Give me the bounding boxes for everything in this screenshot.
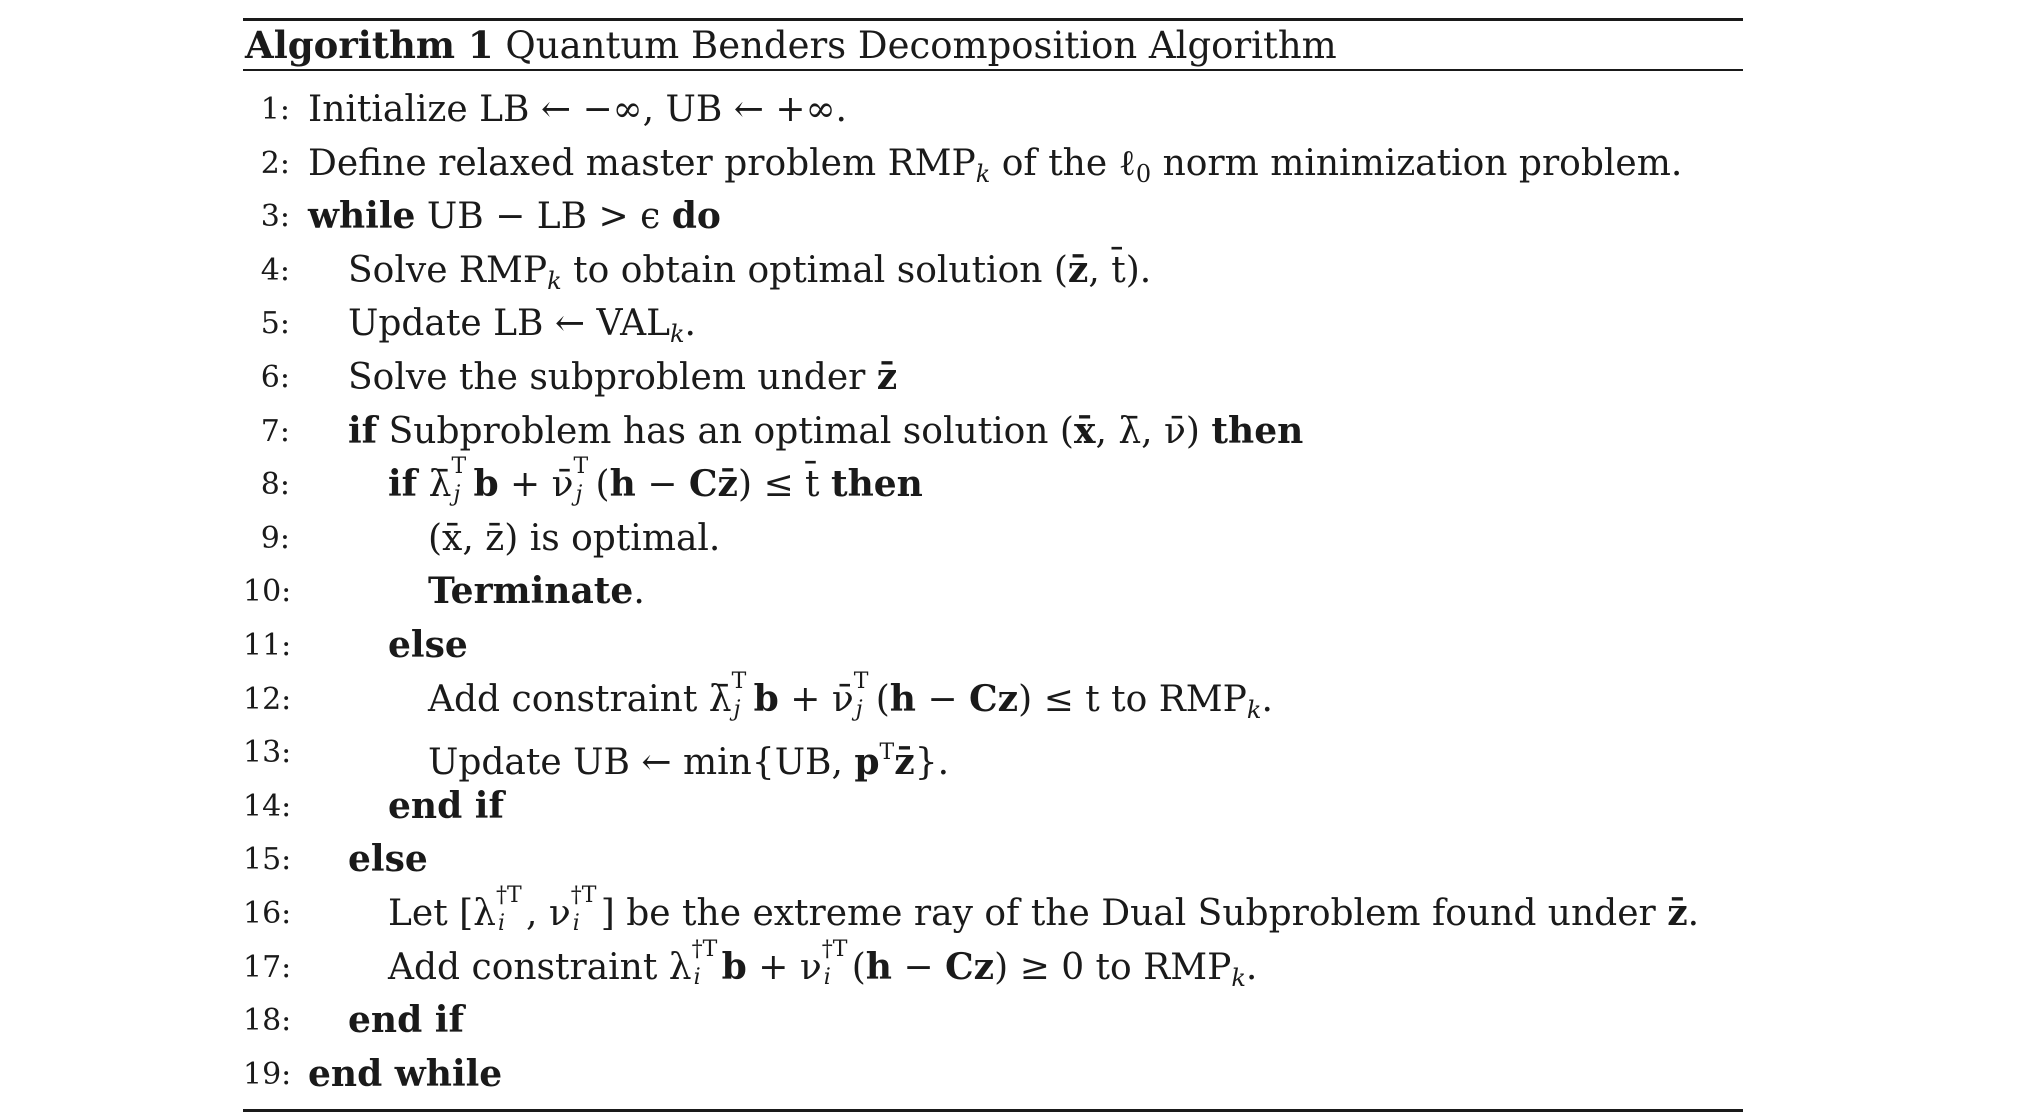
line-number: 7:: [260, 413, 290, 449]
algorithm-line-10: [243, 565, 1743, 619]
line-text: [348, 994, 464, 1048]
line-text: Let [λ †T i , ν †T i ] be the extreme ray of the Dual Subproblem found under z̄.: [388, 882, 1700, 936]
keyword-do: do: [671, 195, 721, 238]
line-number: 18:: [243, 1003, 292, 1039]
line-number: 12:: [243, 681, 292, 717]
keyword-while: while: [308, 195, 416, 238]
line-number: 3:: [260, 199, 290, 235]
algorithm-line-8: [243, 454, 1743, 512]
keyword-if: if: [388, 463, 418, 506]
algorithm-line-4: [243, 244, 1743, 298]
line-text: [308, 1048, 502, 1102]
algorithm-line-9: [243, 512, 1743, 566]
keyword-else: else: [348, 838, 428, 881]
line-text: Initialize LB ← −∞, UB ← +∞.: [308, 89, 847, 130]
keyword-then: then: [1211, 409, 1304, 452]
algorithm-line-15: [243, 833, 1743, 887]
line-text: while UB − LB > ϵ do: [308, 195, 721, 238]
line-text: Solve the subproblem under z̄: [348, 355, 898, 398]
keyword-end-if: end if: [388, 784, 504, 827]
algorithm-block: [243, 18, 1743, 1112]
keyword-terminate: Terminate: [428, 570, 634, 613]
algorithm-line-5: [243, 297, 1743, 351]
keyword-then: then: [830, 463, 923, 506]
algorithm-line-1: [243, 83, 1743, 137]
line-text: (x̄, z̄) is optimal.: [428, 517, 721, 559]
line-number: 16:: [243, 895, 292, 931]
algorithm-line-2: [243, 137, 1743, 191]
line-text: if Subproblem has an optimal solution (x̄, λ̄, ν̄) then: [348, 409, 1304, 452]
keyword-if: if: [348, 409, 378, 452]
line-number: 13:: [243, 735, 292, 771]
algorithm-line-13: [243, 726, 1743, 784]
line-text: [388, 619, 468, 673]
algorithm-line-17: [243, 936, 1743, 995]
algorithm-line-7: [243, 405, 1743, 459]
keyword-end-if: end if: [348, 999, 464, 1042]
line-number: 9:: [260, 520, 290, 556]
algorithm-caption: [243, 21, 1743, 69]
line-text: Add constraint λ̄ T j b + ν̄ T j (h − Cz) ≤ t to $RMP_k$.: [428, 668, 1273, 724]
line-number: 17:: [243, 949, 292, 985]
line-text: if λ̄ T j b + ν̄ T j (h − Cz̄) ≤ t̄ then: [388, 454, 923, 508]
caption-title: Quantum Benders Decomposition Algorithm: [505, 24, 1337, 67]
line-number: 8:: [260, 467, 290, 503]
algorithm-line-16: [243, 882, 1743, 941]
line-number: 6:: [260, 359, 290, 395]
line-text: Update UB ← min{UB, $p^Tz̄$}.: [428, 740, 950, 784]
algorithm-line-6: [243, 351, 1743, 405]
line-number: 10:: [243, 574, 292, 610]
algorithm-lines: [243, 83, 1743, 1101]
line-text: [388, 780, 504, 834]
algorithm-line-3: [243, 190, 1743, 244]
caption-label: Algorithm 1: [245, 23, 494, 67]
keyword-else: else: [388, 623, 468, 666]
algorithm-line-18: [243, 994, 1743, 1048]
line-number: 2:: [260, 145, 290, 181]
line-text: [348, 833, 428, 887]
algorithm-line-12: [243, 668, 1743, 727]
line-number: 14:: [243, 788, 292, 824]
line-number: 15:: [243, 842, 292, 878]
line-text: Solve $RMP_k$ to obtain optimal solution (z̄, t̄).: [348, 248, 1152, 295]
algorithm-line-14: [243, 780, 1743, 834]
line-number: 4:: [260, 252, 290, 288]
line-text: Add constraint λ †T i b + ν †T i (h − Cz) ≥ 0 to $RMP_k$.: [388, 936, 1258, 992]
line-number: 19:: [243, 1056, 292, 1092]
algorithm-line-19: [243, 1048, 1743, 1102]
line-text: Update LB ← $VAL_k$.: [348, 303, 696, 349]
line-number: 11:: [243, 627, 292, 663]
line-number: 1:: [260, 92, 290, 127]
caption-rule: [243, 69, 1743, 71]
line-number: 5:: [260, 306, 290, 342]
algorithm-line-11: [243, 619, 1743, 673]
keyword-end-while: end while: [308, 1052, 503, 1095]
line-text: Terminate.: [428, 570, 645, 613]
line-text: Define relaxed master problem $RMP_k$ of the ℓ$_0$ norm minimization problem.: [308, 142, 1683, 188]
